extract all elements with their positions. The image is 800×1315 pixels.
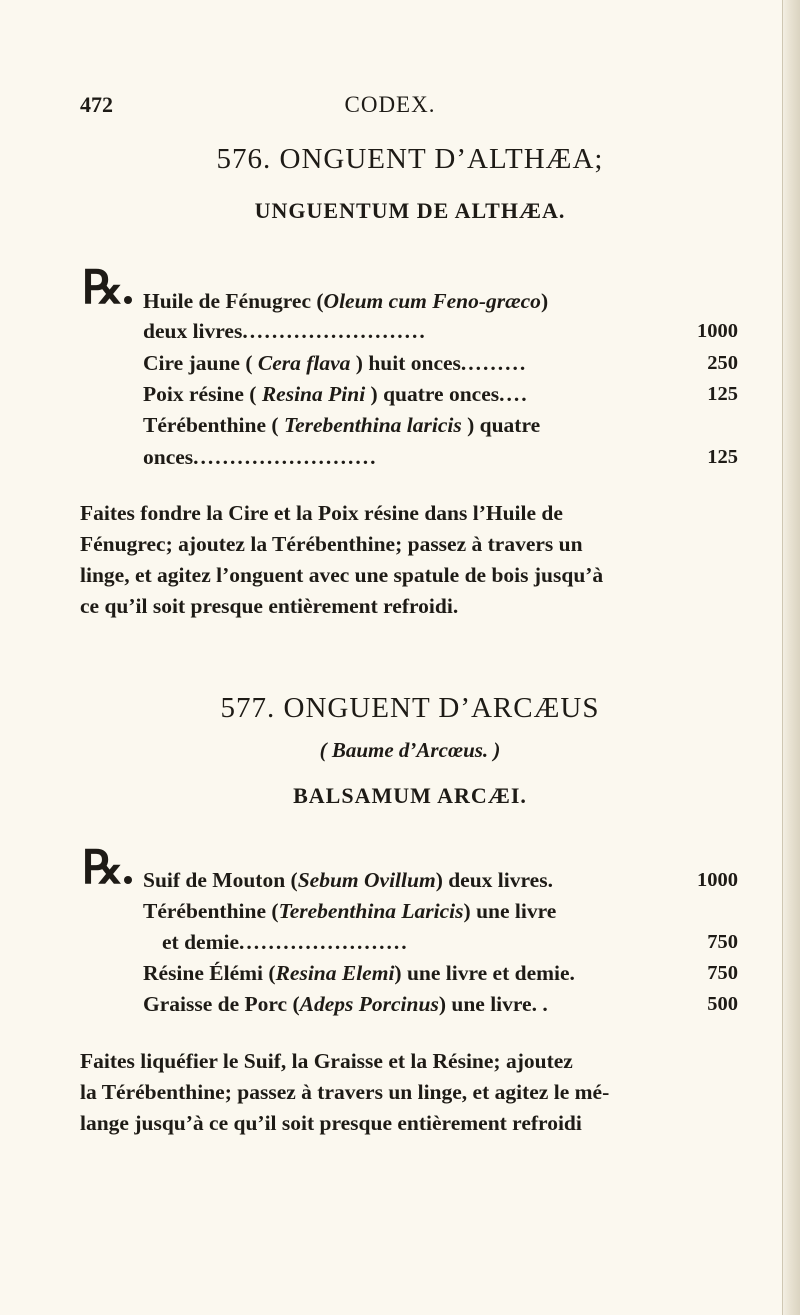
page-number: 472 [80, 92, 113, 117]
recipe-symbol: ℞ [82, 842, 124, 893]
ingredient-line: Térébenthine (Terebenthina Laricis) une livre [143, 899, 557, 923]
instruction-line: Faites liquéfier le Suif, la Graisse et la Résine; ajoutez [80, 1049, 573, 1073]
bullet-icon [124, 876, 132, 884]
recipe-symbol: ℞ [82, 262, 124, 313]
ingredient-amount: 125 [707, 383, 738, 405]
section-577-title: 577. ONGUENT D’ARCÆUS [220, 692, 600, 724]
instruction-line: Fénugrec; ajoutez la Térébenthine; passez à travers un [80, 532, 583, 556]
instruction-line: linge, et agitez l’onguent avec une spatule de bois jusqu’à [80, 563, 604, 587]
ingredient-line: Cire jaune ( Cera flava ) huit onces......... [143, 351, 528, 375]
instruction-line: lange jusqu’à ce qu’il soit presque entièrement refroidi [80, 1111, 582, 1135]
ingredient-amount: 750 [707, 962, 738, 984]
bullet-icon [124, 296, 132, 304]
section-576-latin-title: UNGUENTUM DE ALTHÆA. [254, 198, 566, 223]
ingredient-line: Huile de Fénugrec (Oleum cum Feno-græco) [143, 289, 549, 313]
ingredient-amount: 125 [707, 446, 738, 468]
ingredient-line: Résine Élémi (Resina Elemi) une livre et demie. [143, 961, 575, 985]
instruction-line: ce qu’il soit presque entièrement refroidi. [80, 594, 459, 618]
ingredient-line: Graisse de Porc (Adeps Porcinus) une livre. . [143, 992, 548, 1016]
running-head [80, 92, 700, 122]
ingredient-amount: 1000 [697, 320, 738, 342]
ingredient-amount: 750 [707, 931, 738, 953]
section-577-latin-title: BALSAMUM ARCÆI. [293, 783, 527, 808]
instructions-paragraph [80, 498, 740, 622]
running-title: CODEX. [344, 92, 436, 117]
ingredient-line: Poix résine ( Resina Pini ) quatre onces.... [143, 382, 529, 406]
section-577-subtitle: ( Baume d’Arcœus. ) [319, 738, 501, 762]
ingredient-amount: 250 [707, 352, 738, 374]
ingredient-line: et demie....................... [162, 930, 409, 954]
instructions-paragraph [80, 1046, 740, 1139]
page-edge [782, 0, 800, 1315]
ingredient-line: Térébenthine ( Terebenthina laricis ) quatre [143, 413, 541, 437]
section-576-title: 576. ONGUENT D’ALTHÆA; [216, 143, 604, 175]
ingredient-line: deux livres......................... [143, 319, 427, 343]
ingredient-amount: 500 [707, 993, 738, 1015]
ingredient-line: onces......................... [143, 445, 378, 469]
ingredient-amount: 1000 [697, 869, 738, 891]
instruction-line: la Térébenthine; passez à travers un linge, et agitez le mé- [80, 1080, 610, 1104]
instruction-line: Faites fondre la Cire et la Poix résine dans l’Huile de [80, 501, 563, 525]
ingredient-line: Suif de Mouton (Sebum Ovillum) deux livres. [143, 868, 553, 892]
